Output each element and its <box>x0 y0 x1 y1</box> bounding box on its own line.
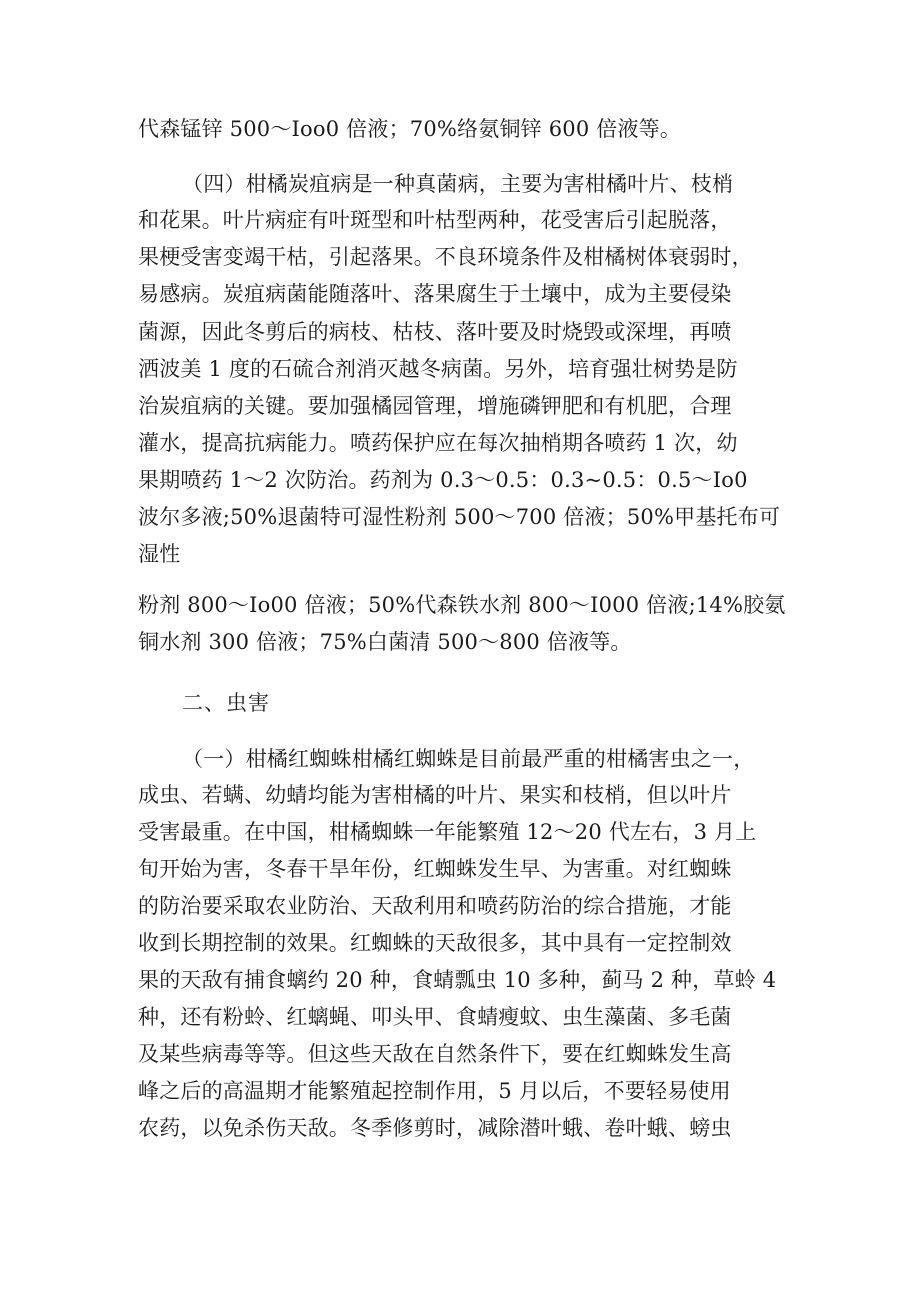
text-line: 治炭疽病的关键。要加强橘园管理，增施磷钾肥和有机肥，合理 <box>138 394 732 418</box>
text-line: 成虫、若螨、幼蜻均能为害柑橘的叶片、果实和枝梢，但以叶片 <box>138 783 732 807</box>
text-line: 菌源，因此冬剪后的病枝、枯枝、落叶要及时烧毁或深埋，再喷 <box>138 320 732 344</box>
text-line: 受害最重。在中国，柑橘蜘蛛一年能繁殖 12～20 代左右，3 月上 <box>138 820 757 844</box>
text-line: 收到长期控制的效果。红蜘蛛的天敌很多，其中具有一定控制效 <box>138 931 732 955</box>
section-heading-pests: 二、虫害 <box>182 691 270 715</box>
text-line: 波尔多液;50%退菌特可湿性粉剂 500～700 倍液；50%甲基托布可 <box>138 505 781 529</box>
paragraph-anthracnose-start: （四）柑橘炭疽病是一种真菌病，主要为害柑橘叶片、枝梢 <box>182 172 734 196</box>
text-line: 峰之后的高温期才能繁殖起控制作用，5 月以后，不要轻易使用 <box>138 1079 731 1103</box>
text-line: 的防治要采取农业防治、天敌利用和喷药防治的综合措施，才能 <box>138 894 732 918</box>
text-line: 果梗受害变竭干枯，引起落果。不良环境条件及柑橘树体衰弱时， <box>138 245 753 269</box>
text-line: 代森锰锌 500～Ioo0 倍液；70%络氨铜锌 600 倍液等。 <box>138 117 682 141</box>
text-line: 易感病。炭疽病菌能随落叶、落果腐生于土壤中，成为主要侵染 <box>138 282 732 306</box>
text-line: 湿性 <box>138 542 181 566</box>
paragraph-red-spider-start: （一）柑橘红蜘蛛柑橘红蜘蛛是目前最严重的柑橘害虫之一， <box>182 747 755 771</box>
text-line: 旬开始为害，冬春干旱年份，红蜘蛛发生早、为害重。对红蜘蛛 <box>138 857 732 881</box>
text-line: 洒波美 1 度的石硫合剂消灭越冬病菌。另外，培育强壮树势是防 <box>138 357 738 381</box>
text-line: 种，还有粉蛉、红螭蝇、叩头甲、食蜻瘦蚊、虫生藻菌、多毛菌 <box>138 1005 732 1029</box>
text-line: 果期喷药 1～2 次防治。药剂为 0.3～0.5：0.3~0.5：0.5～Io0 <box>138 468 748 492</box>
text-line: 和花果。叶片病症有叶斑型和叶枯型两种，花受害后引起脱落， <box>138 208 732 232</box>
text-line: 及某些病毒等等。但这些天敌在自然条件下，要在红蜘蛛发生高 <box>138 1042 732 1066</box>
text-line: 铜水剂 300 倍液；75%白菌清 500～800 倍液等。 <box>138 630 632 654</box>
text-line: 农药，以免杀伤天敌。冬季修剪时，减除潜叶蛾、卷叶蛾、螃虫 <box>138 1116 732 1140</box>
text-line: 果的天敌有捕食螭约 20 种，食蜻瓢虫 10 多种，蓟马 2 种，草蛉 4 <box>138 968 777 992</box>
text-line: 粉剂 800～Io00 倍液；50%代森铁水剂 800～I000 倍液;14%胶氨 <box>138 593 786 617</box>
text-line: 灌水，提高抗病能力。喷药保护应在每次抽梢期各喷药 1 次，幼 <box>138 431 738 455</box>
